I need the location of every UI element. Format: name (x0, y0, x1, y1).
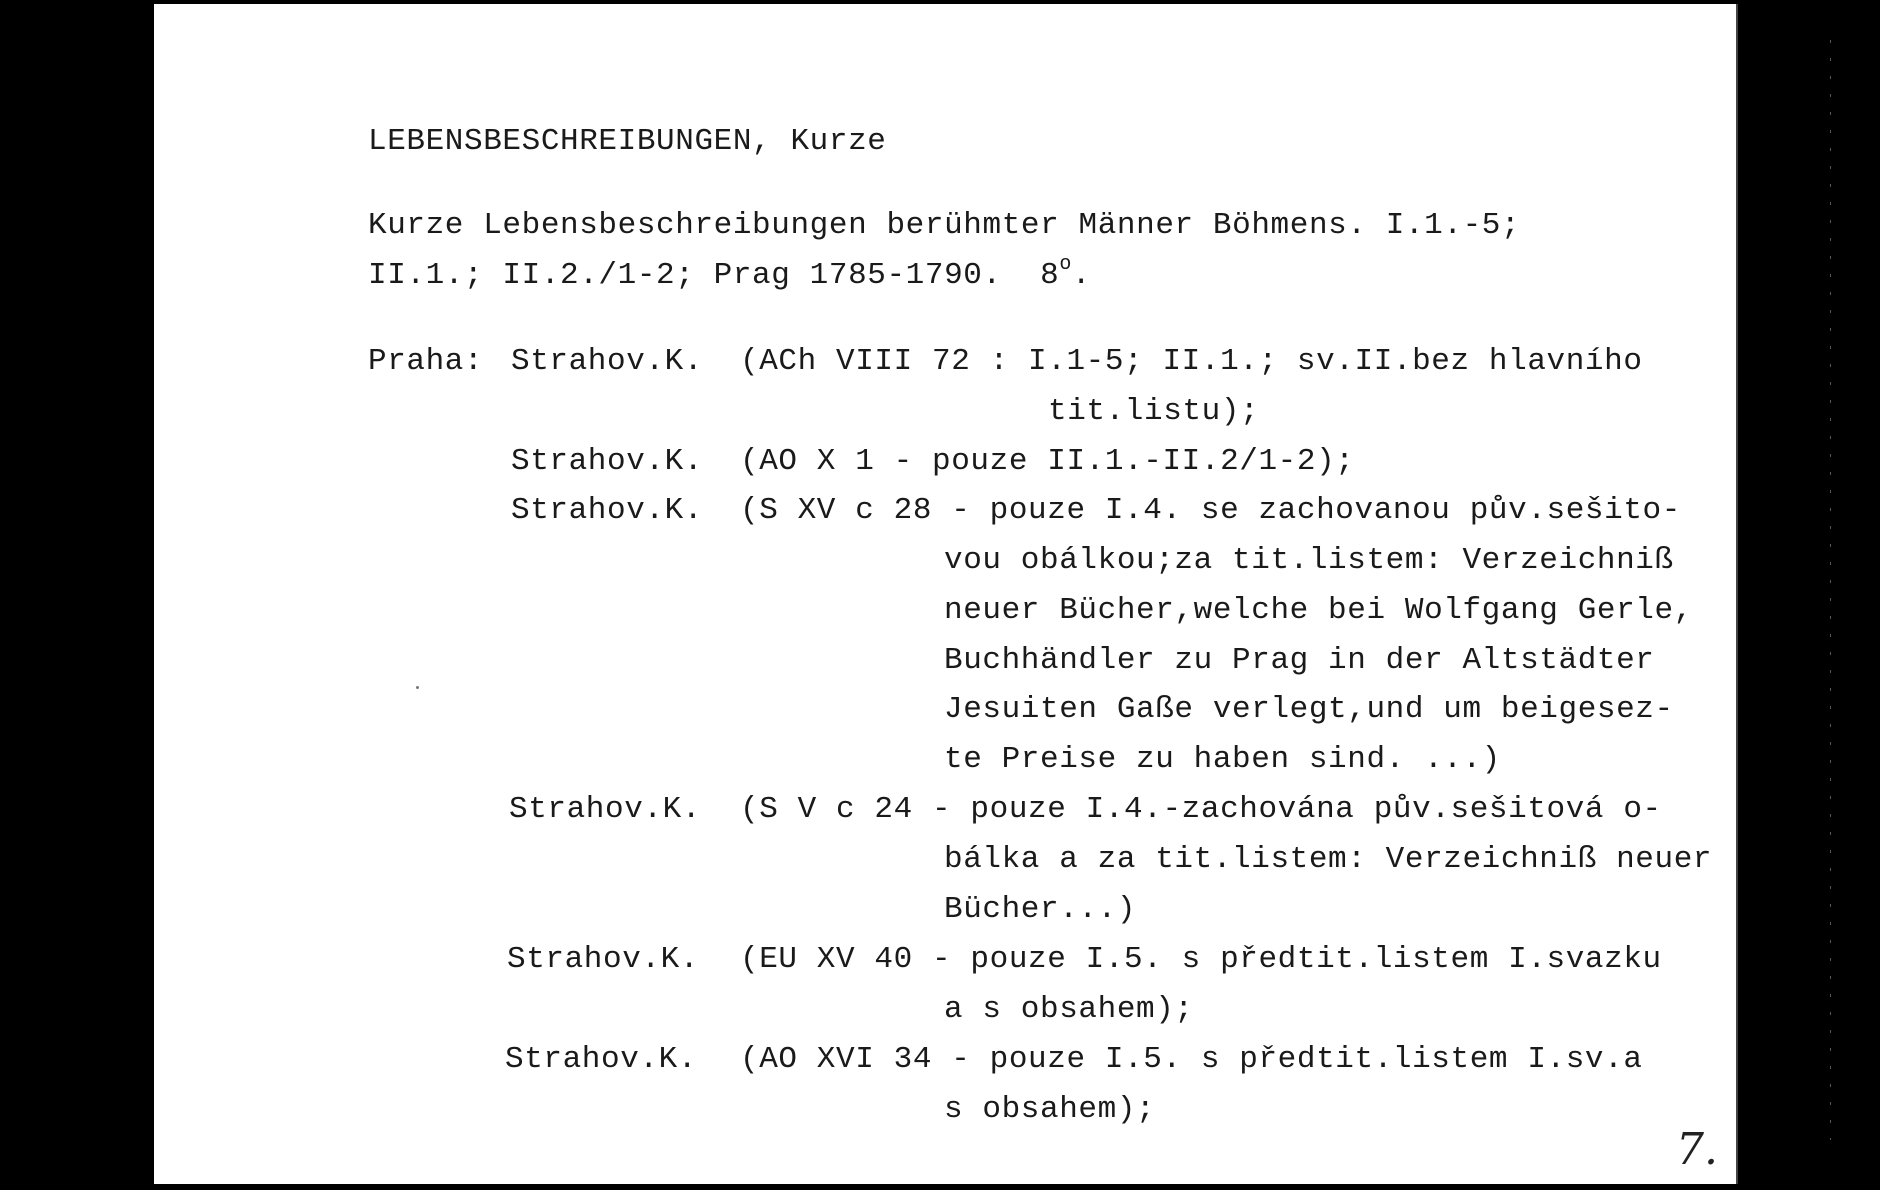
catalog-card (154, 4, 1738, 1184)
holding-3-line-5: Jesuiten Gaße verlegt,und um beigesez- (944, 692, 1674, 727)
holdings-city: Praha: (368, 344, 484, 379)
format-end: . (1071, 258, 1092, 293)
holding-4-library: Strahov.K. (509, 792, 702, 827)
holding-2-library: Strahov.K. (511, 444, 704, 479)
holding-6-line-2: s obsahem); (944, 1092, 1156, 1127)
format-superscript: o (1059, 253, 1072, 276)
holding-1-line-1: (ACh VIII 72 : I.1-5; II.1.; sv.II.bez hlavního (740, 344, 1643, 379)
scan-speck (416, 686, 419, 689)
page-number: 7. (1676, 1124, 1718, 1175)
card-heading: LEBENSBESCHREIBUNGEN, Kurze (368, 124, 887, 159)
holding-4-line-1: (S V c 24 - pouze I.4.-zachována pův.sešitová o- (740, 792, 1662, 827)
title-line-2-text: II.1.; II.2./1-2; Prag 1785-1790. 8 (368, 258, 1060, 293)
holding-1-library: Strahov.K. (511, 344, 704, 379)
holding-1-line-2: tit.listu); (1048, 394, 1260, 429)
holding-5-line-2: a s obsahem); (944, 992, 1194, 1027)
title-line-2 (368, 253, 1092, 293)
holding-6-library: Strahov.K. (505, 1042, 698, 1077)
holding-3-line-3: neuer Bücher,welche bei Wolfgang Gerle, (944, 593, 1693, 628)
scan-edge-mark (1830, 40, 1831, 1140)
holding-3-line-4: Buchhändler zu Prag in der Altstädter (944, 643, 1655, 678)
holding-3-line-1: (S XV c 28 - pouze I.4. se zachovanou pův.sešito- (740, 493, 1681, 528)
holding-4-line-3: Bücher...) (944, 892, 1137, 927)
title-line-1: Kurze Lebensbeschreibungen berühmter Männer Böhmens. I.1.-5; (368, 208, 1521, 243)
holding-6-line-1: (AO XVI 34 - pouze I.5. s předtit.listem I.sv.a (740, 1042, 1643, 1077)
holding-2-line-1: (AO X 1 - pouze II.1.-II.2/1-2); (740, 444, 1355, 479)
holding-3-library: Strahov.K. (511, 493, 704, 528)
holding-5-library: Strahov.K. (507, 942, 700, 977)
holding-5-line-1: (EU XV 40 - pouze I.5. s předtit.listem I.svazku (740, 942, 1662, 977)
holding-4-line-2: bálka a za tit.listem: Verzeichniß neuer (944, 842, 1713, 877)
holding-3-line-2: vou obálkou;za tit.listem: Verzeichniß (944, 543, 1674, 578)
holding-3-line-6: te Preise zu haben sind. ...) (944, 742, 1501, 777)
